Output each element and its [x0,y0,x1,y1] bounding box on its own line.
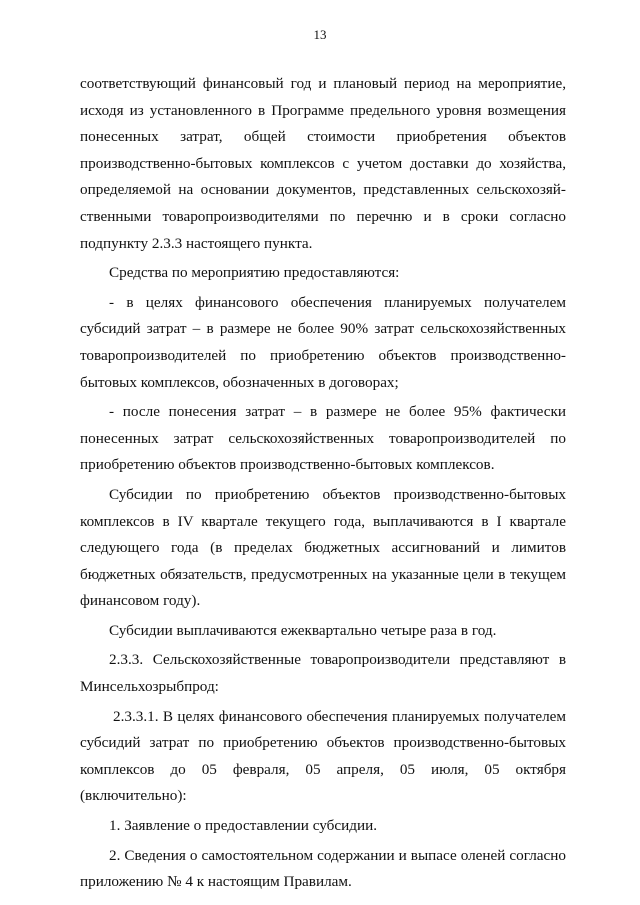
paragraph-section-2-3-3-1: 2.3.3.1. В целях финансового обеспечения планируемых получателем субсидий затрат по приобретению объектов производственно-бытовых комплексов до 05 февраля, 05 апреля, 05 июля, 05 октября (включительно): [80,707,566,805]
document-body [80,71,566,899]
page-number: 13 [313,27,327,42]
paragraph-bullet-actual-costs: - после понесения затрат – в размере не более 95% фактически понесенных затрат сельскохозяйственных товаропроизводителей по приобретению объектов производственно-бытовых комплексов. [80,403,566,474]
list-item-reindeer-info: 2. Сведения о самостоятельном содержании и выпасе оленей согласно приложению № 4 к настоящим Правилам. [80,846,566,891]
paragraph-section-2-3-3: 2.3.3. Сельскохозяйственные товаропроизводители представляют в Минсельхозрыбпрод: [80,651,566,696]
list-item-application: 1. Заявление о предоставлении субсидии. [109,817,378,835]
paragraph-bullet-planned-costs: - в целях финансового обеспечения планируемых получателем субсидий затрат – в размере не более 90% затрат сельскохозяйственных товаропроизводителей по приобретению объектов производственно-бытовых комплексов, обозначенных в договорах; [80,293,566,391]
paragraph-fourth-quarter: Субсидии по приобретению объектов производственно-бытовых комплексов в IV квартале текущего года, выплачиваются в I квартале следующего года (в пределах бюджетных ассигнований и лимитов бюджетных обязательств, предусмотренных на указанные цели в текущем финансовом году). [80,485,566,610]
paragraph-funds-intro: Средства по мероприятию предоставляются: [109,264,400,282]
paragraph-quarterly-payments: Субсидии выплачиваются ежеквартально четыре раза в год. [109,621,497,639]
paragraph-continuation: соответствующий финансовый год и плановый период на мероприятие, исходя из установленного в Программе предельного уровня возмещения понесенных затрат, общей стоимости приобретения объектов производственно-бытовых комплексов с учетом доставки до хозяйства, определяемой на основании документов, представленных сельскохозяй-ственными товаропроизводителями по перечню и в сроки согласно подпункту 2.3.3 настоящего пункта. [80,75,566,252]
